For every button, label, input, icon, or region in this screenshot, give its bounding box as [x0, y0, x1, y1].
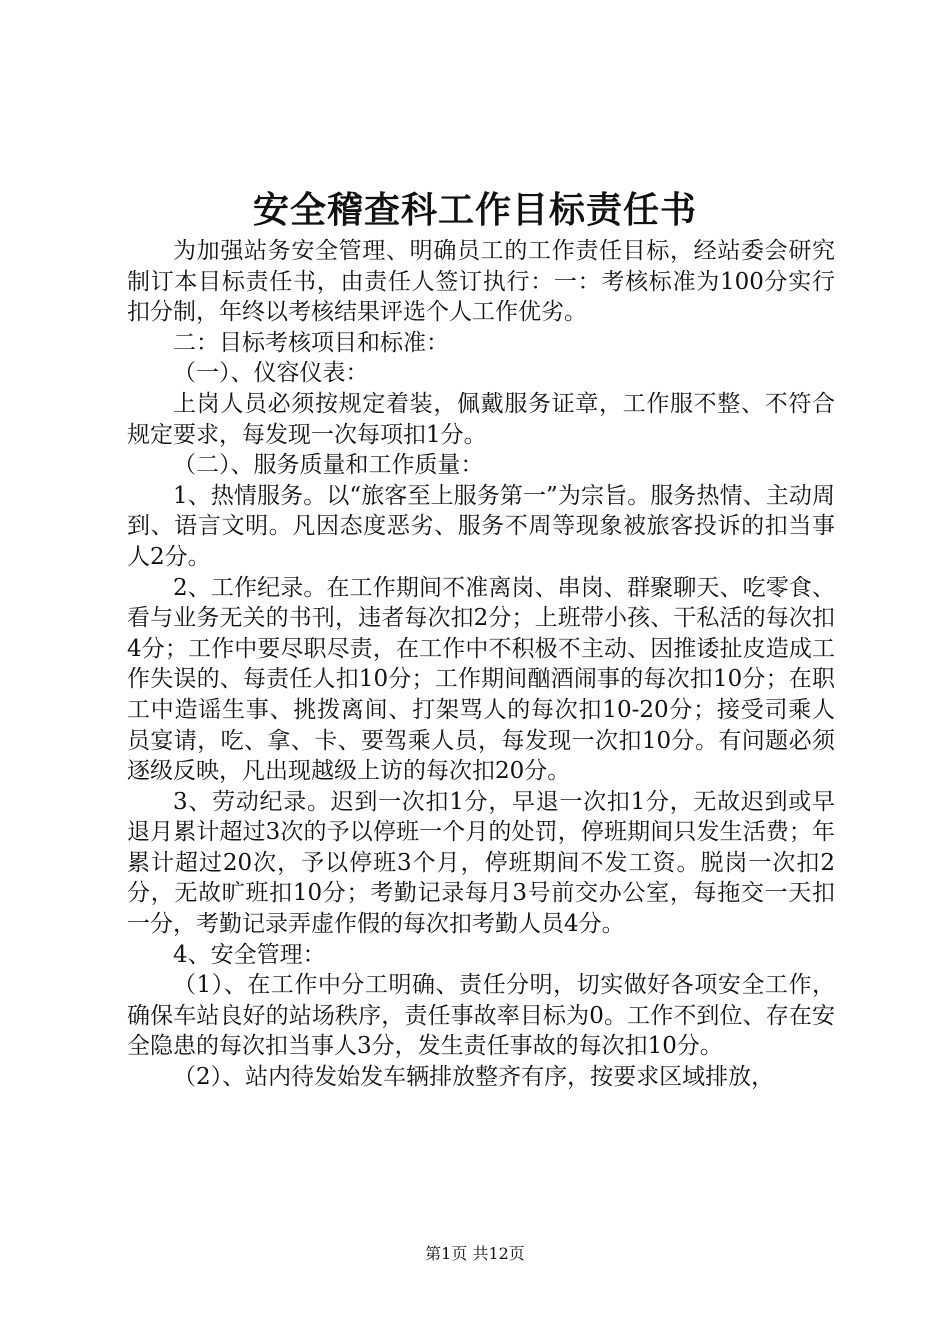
page-number-footer: 第1页 共12页 [425, 1244, 525, 1263]
paragraph-subsection-one-heading: （一）、仪容仪表： [173, 360, 369, 387]
paragraph-safety-point-1: （1）、在工作中分工明确、责任分明，切实做好各项安全工作，确保车站良好的站场秩序，责任事故率目标为0。工作不到位、存在安全隐患的每次扣当事人3分，发生责任事故的每次扣10分。 [127, 972, 835, 1060]
paragraph-safety-point-2: （2）、站内待发始发车辆排放整齐有序，按要求区域排放， [173, 1064, 775, 1091]
paragraph-item-4-safety-heading: 4、安全管理： [173, 941, 326, 968]
paragraph-subsection-two-heading: （二）、服务质量和工作质量： [173, 452, 484, 479]
paragraph-intro: 为加强站务安全管理、明确员工的工作责任目标，经站委会研究制订本目标责任书，由责任人签订执行：一：考核标准为100分实行扣分制，年终以考核结果评选个人工作优劣。 [127, 238, 835, 326]
document-title: 安全稽查科工作目标责任书 [252, 189, 697, 231]
paragraph-section-two-heading: 二：目标考核项目和标准： [173, 329, 449, 356]
paragraph-appearance-rule: 上岗人员必须按规定着装，佩戴服务证章，工作服不整、不符合规定要求，每发现一次每项扣1分。 [127, 390, 835, 448]
paragraph-item-1-service: 1、热情服务。以“旅客至上服务第一”为宗旨。服务热情、主动周到、语言文明。凡因态度恶劣、服务不周等现象被旅客投诉的扣当事人2分。 [127, 482, 835, 570]
paragraph-item-2-work-discipline: 2、工作纪录。在工作期间不准离岗、串岗、群聚聊天、吃零食、看与业务无关的书刊，违者每次扣2分；上班带小孩、干私活的每次扣4分；工作中要尽职尽责，在工作中不积极不主动、因推诿扯皮造成工作失误的、每责任人扣10分；工作期间酗酒闹事的每次扣10分；在职工中造谣生事、挑拨离间、打架骂人的每次扣10-20分；接受司乘人员宴请，吃、拿、卡、要驾乘人员，每发现一次扣10分。有问题必须逐级反映，凡出现越级上访的每次扣20分。 [127, 574, 835, 785]
paragraph-item-3-labor-discipline: 3、劳动纪录。迟到一次扣1分，早退一次扣1分，无故迟到或早退月累计超过3次的予以停班一个月的处罚，停班期间只发生活费；年累计超过20次，予以停班3个月，停班期间不发工资。脱岗一次扣2分，无故旷班扣10分；考勤记录每月3号前交办公室，每拖交一天扣一分，考勤记录弄虚作假的每次扣考勤人员4分。 [127, 788, 835, 938]
document-body [127, 236, 835, 1093]
